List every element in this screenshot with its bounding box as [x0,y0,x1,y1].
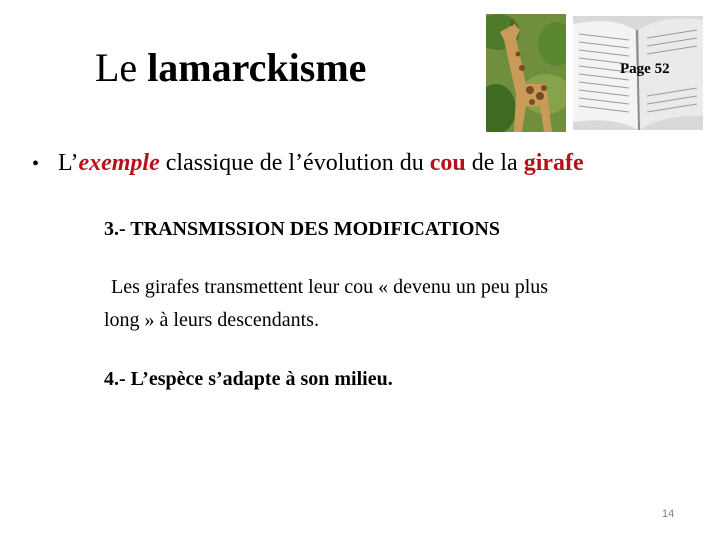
giraffe-photo [486,14,566,132]
bullet-mid: classique de l’évolution du [159,150,430,176]
bullet-pre: L’ [58,150,79,176]
bullet-de-la: de la [465,150,524,176]
section-3-heading: 3.- TRANSMISSION DES MODIFICATIONS [104,218,500,240]
bullet-cou: cou [429,150,466,176]
slide-number: 14 [662,508,675,520]
section-4-heading: 4.- L’espèce s’adapte à son milieu. [104,368,393,390]
bullet-girafe: girafe [523,150,584,176]
page-label: Page 52 [620,61,670,77]
title-bold: lamarckisme [147,45,367,90]
slide-title [95,44,366,92]
bullet-icon: • [32,153,40,175]
paragraph-line-2: long » à leurs descendants. [104,309,319,331]
bullet-item [32,148,584,179]
paragraph [104,271,664,337]
paragraph-line-1: Les girafes transmettent leur cou « devenu un peu plus [111,276,549,298]
title-plain: Le [95,45,148,90]
bullet-exemple: exemple [78,150,160,176]
